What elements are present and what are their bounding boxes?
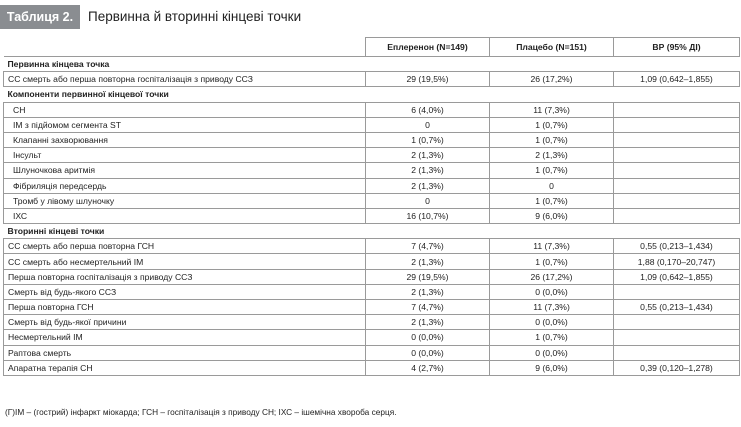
placebo-value: 0 [490,178,614,193]
placebo-value: 2 (1,3%) [490,148,614,163]
row-label: Смерть від будь-якої причини [4,315,366,330]
table-row [4,330,740,345]
eplerenone-value: 1 (0,7%) [366,132,490,147]
eplerenone-value: 0 (0,0%) [366,345,490,360]
row-label: Інсульт [4,148,366,163]
row-label: Шлуночкова аритмія [4,163,366,178]
eplerenone-value: 2 (1,3%) [366,163,490,178]
placebo-value: 1 (0,7%) [490,117,614,132]
hr-value: 1,09 (0,642–1,855) [614,269,740,284]
eplerenone-value: 2 (1,3%) [366,254,490,269]
hr-value [614,132,740,147]
eplerenone-value: 29 (19,5%) [366,72,490,87]
hr-value [614,315,740,330]
placebo-value: 0 (0,0%) [490,345,614,360]
hr-value [614,345,740,360]
section-title: Вторинні кінцеві точки [4,224,740,239]
row-label: Смерть від будь-якого ССЗ [4,284,366,299]
table-row [4,315,740,330]
section-header-row [4,224,740,239]
eplerenone-value: 7 (4,7%) [366,239,490,254]
table-row [4,102,740,117]
hr-value [614,102,740,117]
row-label: Перша повторна ГСН [4,300,366,315]
row-label: ІХС [4,208,366,223]
section-title: Первинна кінцева точка [4,57,740,72]
row-label: Несмертельний ІМ [4,330,366,345]
row-label: СС смерть або несмертельний ІМ [4,254,366,269]
placebo-value: 1 (0,7%) [490,163,614,178]
hr-value: 0,55 (0,213–1,434) [614,300,740,315]
table-row [4,163,740,178]
hr-value [614,284,740,299]
table-row [4,208,740,223]
column-header-eplerenone: Еплеренон (N=149) [366,38,490,57]
row-label: Клапанні захворювання [4,132,366,147]
placebo-value: 1 (0,7%) [490,193,614,208]
hr-value: 1,09 (0,642–1,855) [614,72,740,87]
eplerenone-value: 16 (10,7%) [366,208,490,223]
placebo-value: 9 (6,0%) [490,208,614,223]
placebo-value: 11 (7,3%) [490,102,614,117]
column-header-hr: ВР (95% ДІ) [614,38,740,57]
table-header [0,0,741,33]
row-label: ІМ з підйомом сегмента ST [4,117,366,132]
placebo-value: 26 (17,2%) [490,269,614,284]
table-row [4,148,740,163]
row-label: Фібриляція передсердь [4,178,366,193]
hr-value [614,193,740,208]
hr-value: 0,39 (0,120–1,278) [614,360,740,375]
section-header-row [4,87,740,102]
table-body [4,57,740,376]
table-row [4,72,740,87]
eplerenone-value: 4 (2,7%) [366,360,490,375]
table-row [4,345,740,360]
row-label: СН [4,102,366,117]
header-blank-cell [4,38,366,57]
eplerenone-value: 7 (4,7%) [366,300,490,315]
eplerenone-value: 2 (1,3%) [366,178,490,193]
hr-value: 0,55 (0,213–1,434) [614,239,740,254]
hr-value [614,330,740,345]
row-label: СС смерть або перша повторна госпіталізація з приводу ССЗ [4,72,366,87]
table-row [4,360,740,375]
hr-value [614,208,740,223]
table-number-tag: Таблиця 2. [0,5,80,29]
table-title: Первинна й вторинні кінцеві точки [88,9,302,24]
row-label: Раптова смерть [4,345,366,360]
table-row [4,254,740,269]
placebo-value: 11 (7,3%) [490,300,614,315]
section-title: Компоненти первинної кінцевої точки [4,87,740,102]
row-label: Тромб у лівому шлуночку [4,193,366,208]
placebo-value: 0 (0,0%) [490,315,614,330]
placebo-value: 11 (7,3%) [490,239,614,254]
section-header-row [4,57,740,72]
hr-value [614,117,740,132]
eplerenone-value: 2 (1,3%) [366,315,490,330]
hr-value [614,178,740,193]
placebo-value: 1 (0,7%) [490,330,614,345]
table-row [4,300,740,315]
row-label: СС смерть або перша повторна ГСН [4,239,366,254]
hr-value: 1,88 (0,170–20,747) [614,254,740,269]
placebo-value: 1 (0,7%) [490,132,614,147]
table-row [4,117,740,132]
column-header-row [4,38,740,57]
placebo-value: 0 (0,0%) [490,284,614,299]
eplerenone-value: 0 [366,117,490,132]
eplerenone-value: 2 (1,3%) [366,284,490,299]
row-label: Апаратна терапія СН [4,360,366,375]
table-row [4,269,740,284]
table-row [4,193,740,208]
table-row [4,132,740,147]
placebo-value: 1 (0,7%) [490,254,614,269]
hr-value [614,148,740,163]
placebo-value: 26 (17,2%) [490,72,614,87]
column-header-placebo: Плацебо (N=151) [490,38,614,57]
placebo-value: 9 (6,0%) [490,360,614,375]
table-row [4,284,740,299]
table-row [4,239,740,254]
hr-value [614,163,740,178]
eplerenone-value: 0 (0,0%) [366,330,490,345]
eplerenone-value: 29 (19,5%) [366,269,490,284]
eplerenone-value: 0 [366,193,490,208]
eplerenone-value: 2 (1,3%) [366,148,490,163]
row-label: Перша повторна госпіталізація з приводу ССЗ [4,269,366,284]
table-row [4,178,740,193]
eplerenone-value: 6 (4,0%) [366,102,490,117]
endpoints-table [3,37,740,376]
footnote: (Г)ІМ – (гострий) інфаркт міокарда; ГСН – госпіталізація з приводу СН; ІХС – ішемічна хвороба серця. [5,407,397,417]
